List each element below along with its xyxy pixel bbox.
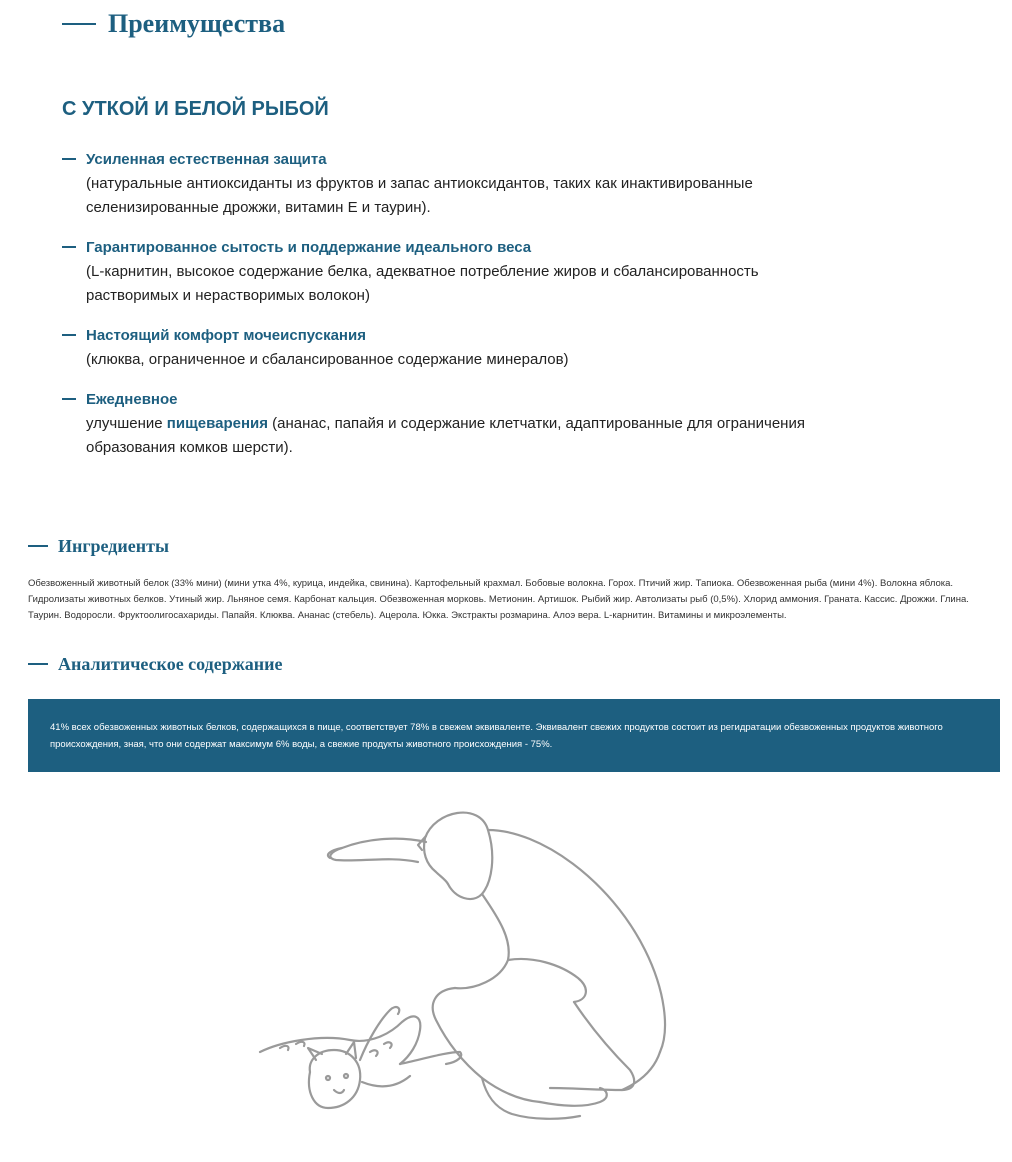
benefit-dash: [62, 334, 76, 336]
heading-dash: [28, 545, 48, 547]
benefit-description: [86, 412, 822, 460]
man-with-cat-illustration: [250, 790, 690, 1140]
benefit-title: Усиленная естественная защита: [86, 151, 327, 168]
analytic-info-box: [28, 699, 1000, 772]
page-title: Преимущества: [108, 9, 286, 38]
benefit-title: Ежедневное: [86, 391, 178, 408]
benefit-description: (L-карнитин, высокое содержание белка, адекватное потребление жиров и сбалансированность растворимых и нерастворимых волокон): [86, 263, 759, 304]
benefit-desc-start: улучшение: [86, 415, 167, 432]
benefit-item: [62, 324, 822, 372]
heading-dash: [62, 23, 96, 25]
ingredients-heading: [28, 533, 169, 559]
benefit-highlight: пищеварения: [166, 415, 268, 432]
analytic-text: 41% всех обезвоженных животных белков, содержащихся в пище, соответствует 78% в свежем эквиваленте. Эквивалент свежих продуктов состоит из регидратации обезвоженных продуктов животного происхождения, зная, что они содержат максимум 6% воды, а свежие продукты животного происхождения - 75%.: [50, 722, 943, 750]
benefits-list: [62, 148, 822, 476]
benefit-item: [62, 388, 822, 460]
benefit-title: Гарантированное сытость и поддержание идеального веса: [86, 239, 532, 256]
analytic-title: Аналитическое содержание: [58, 653, 283, 674]
benefit-item: [62, 236, 822, 308]
ingredients-title: Ингредиенты: [58, 535, 170, 556]
heading-dash: [28, 663, 48, 665]
benefit-item: [62, 148, 822, 220]
benefit-dash: [62, 246, 76, 248]
analytic-heading: [28, 651, 283, 677]
benefit-description: (клюква, ограниченное и сбалансированное содержание минералов): [86, 351, 569, 368]
page-heading: [62, 4, 285, 44]
benefit-dash: [62, 398, 76, 400]
ingredients-text: Обезвоженный животный белок (33% мини) (мини утка 4%, курица, индейка, свинина). Картофельный крахмал. Бобовые волокна. Горох. Птичий жир. Тапиока. Обезвоженная рыба (мини 4%). Волокна яблока. Гидролизаты животных белков. Утиный жир. Льняное семя. Карбонат кальция. Обезвоженная морковь. Метионин. Артишок. Рыбий жир. Автолизаты рыб (0,5%). Хлорид аммония. Граната. Кассис. Дрожжи. Глина. Таурин. Водоросли. Фруктоолигосахариды. Папайя. Клюква. Ананас (стебель). Ацерола. Юкка. Экстракты розмарина. Алоэ вера. L-карнитин. Витамины и микроэлементы.: [28, 578, 969, 621]
benefit-description: (натуральные антиоксиданты из фруктов и запас антиоксидантов, таких как инактивированные селенизированные дрожжи, витамин Е и таурин).: [86, 175, 753, 216]
benefit-title: Настоящий комфорт мочеиспускания: [86, 327, 366, 344]
benefit-desc-end: (ананас, папайя и содержание клетчатки, адаптированные для ограничения образования комков шерсти).: [86, 415, 805, 456]
benefit-dash: [62, 158, 76, 160]
product-subtitle: С УТКОЙ И БЕЛОЙ РЫБОЙ: [62, 98, 329, 120]
